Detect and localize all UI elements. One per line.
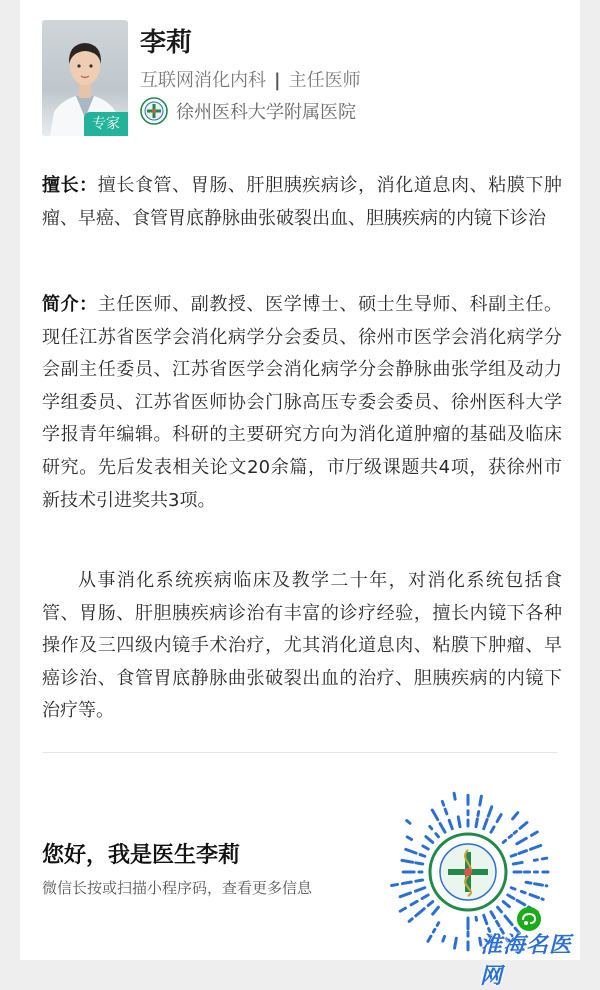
hospital-logo-icon bbox=[140, 97, 168, 125]
greeting-text: 您好，我是医生李莉 bbox=[42, 838, 240, 869]
intro-text: 主任医师、副教授、医学博士、硕士生导师、科副主任。现任江苏省医学会消化病学分会委员、徐州市医学会消化病学分会副主任委员、江苏省医学会消化病学分会静脉曲张学组及动力学组委员、江苏省医师协会门脉高压专委会委员、徐州医科大学学报青年编辑。科研的主要研究方向为消化道肿瘤的基础及临床研究。先后发表相关论文20余篇，市厅级课题共4项，获徐州市新技术引进奖共3项。 bbox=[42, 294, 562, 511]
intro-section-continued: 从事消化系统疾病临床及教学二十年，对消化系统包括食管、胃肠、肝胆胰疾病诊治有丰富的诊疗经验，擅长内镜下各种操作及三四级内镜手术治疗，尤其消化道息肉、粘膜下肿瘤、早癌诊治、食管胃底静脉曲张破裂出血的治疗、胆胰疾病的内镜下治疗等。 bbox=[42, 565, 562, 728]
intro-section bbox=[42, 289, 562, 517]
specialty-section bbox=[42, 170, 562, 235]
divider bbox=[42, 752, 558, 753]
expert-badge: 专家 bbox=[84, 112, 128, 136]
specialty-label: 擅长： bbox=[42, 175, 98, 196]
intro-label: 简介： bbox=[42, 294, 98, 315]
doctor-card bbox=[20, 0, 580, 960]
department-label: 互联网消化内科 bbox=[140, 70, 266, 91]
qr-hint-text: 微信长按或扫描小程序码，查看更多信息 bbox=[42, 877, 312, 898]
doctor-title: 主任医师 bbox=[289, 70, 361, 91]
separator: | bbox=[274, 70, 281, 91]
doctor-photo[interactable] bbox=[42, 20, 128, 136]
doctor-name: 李莉 bbox=[140, 22, 192, 59]
site-watermark: 淮海名医网 bbox=[480, 928, 580, 990]
hospital-name: 徐州医科大学附属医院 bbox=[176, 98, 356, 124]
doctor-department-row bbox=[140, 66, 361, 92]
specialty-text: 擅长食管、胃肠、肝胆胰疾病诊，消化道息肉、粘膜下肿瘤、早癌、食管胃底静脉曲张破裂出血、胆胰疾病的内镜下诊治 bbox=[42, 175, 562, 229]
hospital-row[interactable] bbox=[140, 96, 356, 126]
